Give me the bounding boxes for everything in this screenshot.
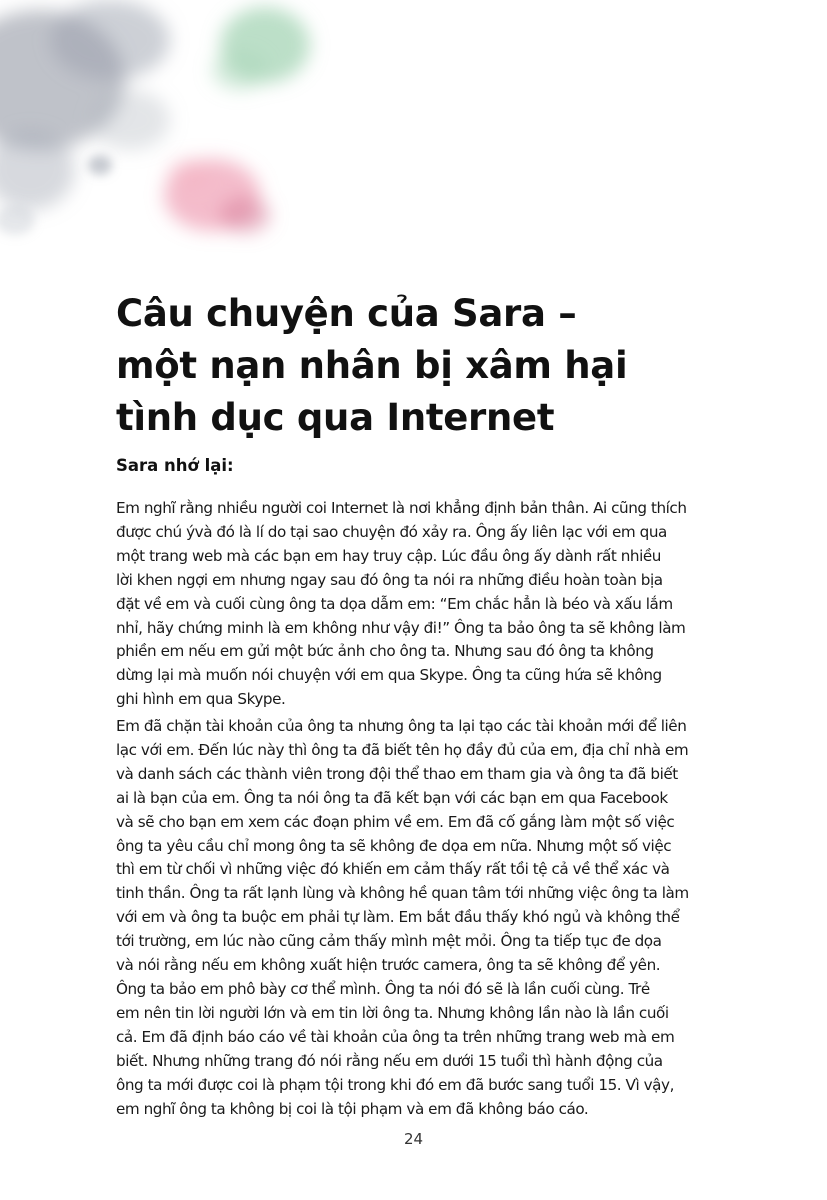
text-line: tới trường, em lúc nào cũng cảm thấy mình mệt mỏi. Ông ta tiếp tục đe dọa — [116, 932, 662, 951]
page-number: 24 — [403, 1130, 424, 1148]
text-line: và nói rằng nếu em không xuất hiện trước camera, ông ta sẽ không để yên. — [116, 956, 661, 975]
text-line: ghi hình em qua Skype. — [116, 690, 286, 709]
text-line: Ông ta bảo em phô bày cơ thể mình. Ông ta nói đó sẽ là lần cuối cùng. Trẻ — [116, 979, 650, 998]
watercolor-decoration — [0, 0, 360, 280]
text-line: và danh sách các thành viên trong đội thể thao em tham gia và ông ta đã biết — [116, 764, 678, 783]
title-line: một nạn nhân bị xâm hại — [116, 344, 628, 387]
title-line: Câu chuyện của Sara – — [116, 292, 577, 335]
text-line: phiền em nếu em gửi một bức ảnh cho ông ta. Nhưng sau đó ông ta không — [116, 642, 654, 661]
page-title — [116, 288, 756, 444]
text-line: lời khen ngợi em nhưng ngay sau đó ông ta nói ra những điều hoàn toàn bịa — [116, 570, 663, 589]
text-line: với em và ông ta buộc em phải tự làm. Em bắt đầu thấy khó ngủ và không thể — [116, 908, 680, 927]
text-line: tinh thần. Ông ta rất lạnh lùng và không hề quan tâm tới những việc ông ta làm — [116, 884, 689, 903]
title-line: tình dục qua Internet — [116, 396, 555, 439]
text-line: Em nghĩ rằng nhiều người coi Internet là nơi khẳng định bản thân. Ai cũng thích — [116, 499, 687, 517]
text-line: nhỉ, hãy chứng minh là em không như vậy đi!” Ông ta bảo ông ta sẽ không làm — [116, 618, 686, 637]
text-line: dừng lại mà muốn nói chuyện với em qua Skype. Ông ta cũng hứa sẽ không — [116, 666, 662, 685]
text-line: ai là bạn của em. Ông ta nói ông ta đã kết bạn với các bạn em qua Facebook — [116, 788, 668, 807]
text-line: ông ta mới được coi là phạm tội trong khi đó em đã bước sang tuổi 15. Vì vậy, — [116, 1075, 674, 1094]
paragraph-1 — [116, 497, 716, 712]
text-line: Em đã chặn tài khoản của ông ta nhưng ông ta lại tạo các tài khoản mới để liên — [116, 717, 687, 735]
section-subtitle: Sara nhớ lại: — [116, 456, 234, 475]
gray-watercolor-blot — [0, 0, 170, 210]
text-line: ông ta yêu cầu chỉ mong ông ta sẽ không đe dọa em nữa. Nhưng một số việc — [116, 836, 672, 855]
pink-watercolor-blot — [164, 159, 270, 233]
text-line: cả. Em đã định báo cáo về tài khoản của ông ta trên những trang web mà em — [116, 1027, 675, 1046]
paragraph-2 — [116, 715, 716, 1121]
text-line: biết. Nhưng những trang đó nói rằng nếu em dưới 15 tuổi thì hành động của — [116, 1051, 663, 1070]
text-line: được chú ývà đó là lí do tại sao chuyện đó xảy ra. Ông ấy liên lạc với em qua — [116, 522, 667, 541]
text-line: một trang web mà các bạn em hay truy cập. Lúc đầu ông ấy dành rất nhiều — [116, 546, 661, 565]
text-line: em nghĩ ông ta không bị coi là tội phạm và em đã không báo cáo. — [116, 1099, 589, 1118]
text-line: lạc với em. Đến lúc này thì ông ta đã biết tên họ đầy đủ của em, địa chỉ nhà em — [116, 740, 689, 759]
text-line: và sẽ cho bạn em xem các đoạn phim về em. Em đã cố gắng làm một số việc — [116, 812, 675, 831]
green-watercolor-blot — [212, 7, 310, 90]
text-line: thì em từ chối vì những việc đó khiến em cảm thấy rất tồi tệ cả về thể xác và — [116, 860, 670, 879]
text-line: em nên tin lời người lớn và em tin lời ông ta. Nhưng không lần nào là lần cuối — [116, 1003, 669, 1022]
text-line: đặt về em và cuối cùng ông ta dọa dẫm em: “Em chắc hẳn là béo và xấu lắm — [116, 594, 673, 613]
